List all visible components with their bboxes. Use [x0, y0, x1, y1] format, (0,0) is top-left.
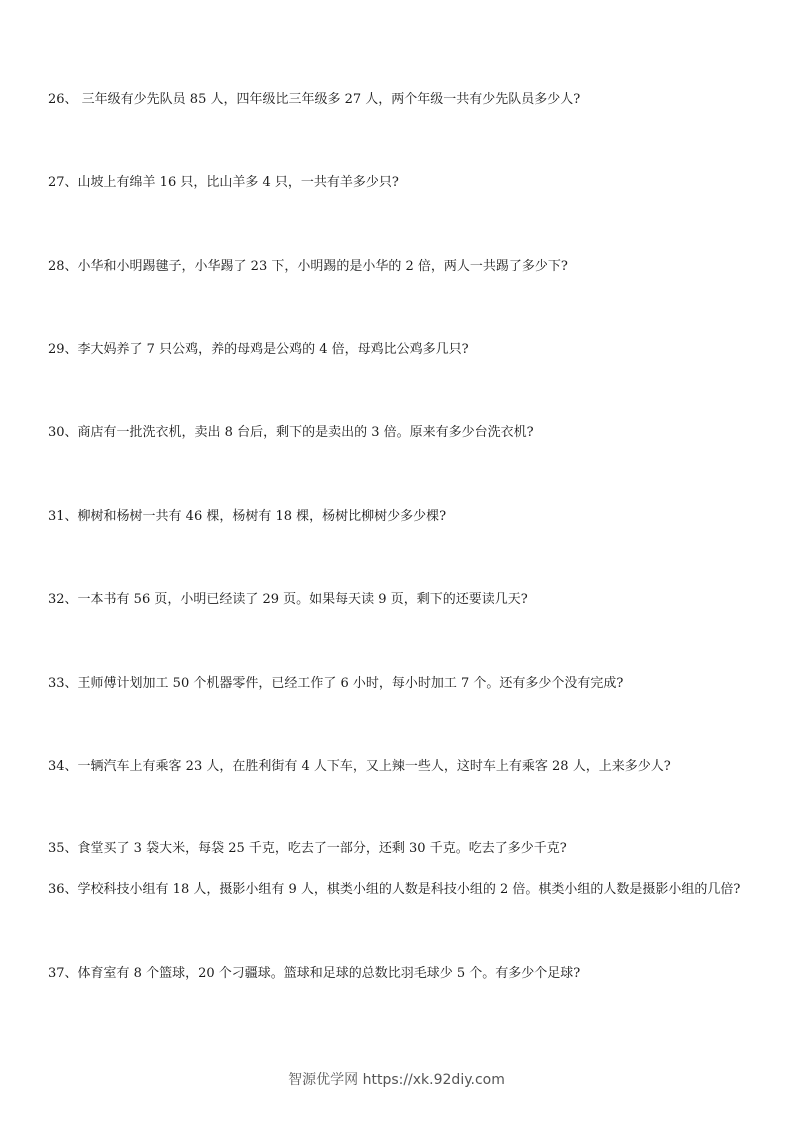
question-30: 30、商店有一批洗衣机，卖出 8 台后，剩下的是卖出的 3 倍。原来有多少台洗衣机?	[48, 425, 534, 440]
question-29: 29、李大妈养了 7 只公鸡，养的母鸡是公鸡的 4 倍，母鸡比公鸡多几只?	[48, 342, 469, 357]
question-28: 28、小华和小明踢毽子，小华踢了 23 下，小明踢的是小华的 2 倍，两人一共踢了多少下?	[48, 259, 568, 274]
question-37: 37、体育室有 8 个篮球，20 个刁疆球。篮球和足球的总数比羽毛球少 5 个。有多少个足球?	[48, 966, 581, 981]
question-33: 33、王师傅计划加工 50 个机器零件，已经工作了 6 小时，每小时加工 7 个。还有多少个没有完成?	[48, 676, 624, 691]
footer-watermark: 智源优学网 https://xk.92diy.com	[288, 1072, 505, 1088]
question-27: 27、山坡上有绵羊 16 只，比山羊多 4 只，一共有羊多少只?	[48, 175, 399, 190]
question-35: 35、食堂买了 3 袋大米，每袋 25 千克，吃去了一部分，还剩 30 千克。吃去了多少千克?	[48, 841, 567, 856]
question-26: 26、 三年级有少先队员 85 人，四年级比三年级多 27 人，两个年级一共有少先队员多少人?	[48, 92, 581, 107]
question-32: 32、一本书有 56 页，小明已经读了 29 页。如果每天读 9 页，剩下的还要读几天?	[48, 592, 528, 607]
question-34: 34、一辆汽车上有乘客 23 人，在胜利街有 4 人下车，又上辣一些人，这时车上有乘客 28 人，上来多少人?	[48, 759, 671, 774]
question-31: 31、柳树和杨树一共有 46 棵，杨树有 18 棵，杨树比柳树少多少棵?	[48, 509, 447, 524]
question-36: 36、学校科技小组有 18 人，摄影小组有 9 人，棋类小组的人数是科技小组的 2 倍。棋类小组的人数是摄影小组的几倍?	[48, 882, 741, 897]
